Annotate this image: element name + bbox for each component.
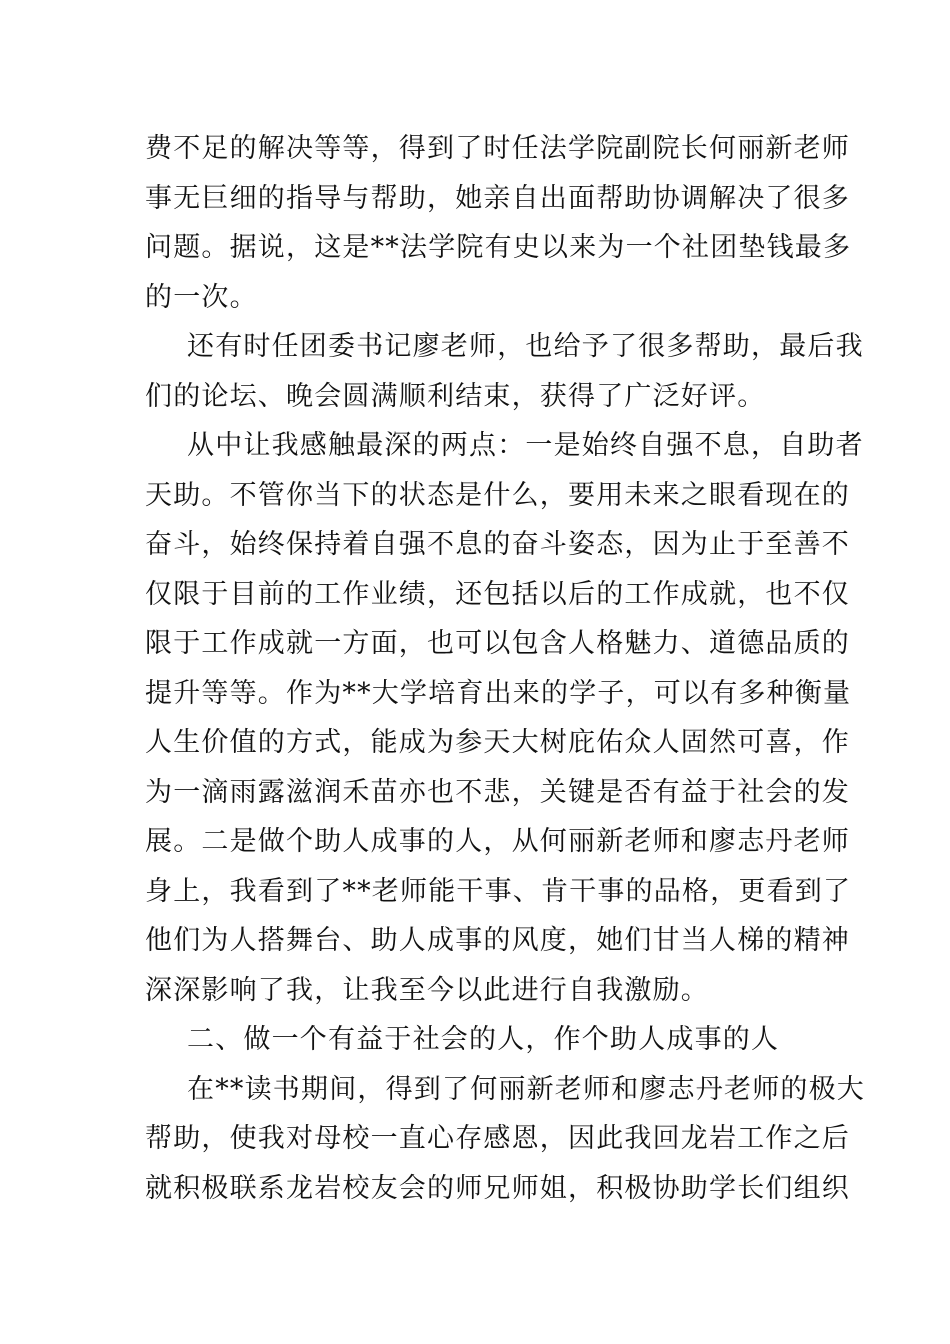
text-line: 深深影响了我，让我至今以此进行自我激励。 — [145, 974, 709, 1006]
text-line: 问题。据说，这是**法学院有史以来为一个社团垫钱最多 — [145, 232, 852, 263]
text-line: 费不足的解决等等，得到了时任法学院副院长何丽新老师 — [145, 133, 850, 164]
paragraph-first-line: 从中让我感触最深的两点：一是始终自强不息，自助者 — [187, 430, 864, 461]
text-line: 展。二是做个助人成事的人，从何丽新老师和廖志丹老师 — [145, 826, 850, 857]
body-text — [145, 124, 865, 1213]
text-line: 限于工作成就一方面，也可以包含人格魅力、道德品质的 — [145, 628, 850, 659]
text-line: 仅限于目前的工作业绩，还包括以后的工作成就，也不仅 — [145, 578, 850, 610]
text-line: 人生价值的方式，能成为参天大树庇佑众人固然可喜，作 — [145, 727, 850, 758]
text-line: 提升等等。作为**大学培育出来的学子，可以有多种衡量 — [145, 677, 852, 709]
paragraph-first-line: 还有时任团委书记廖老师，也给予了很多帮助，最后我 — [187, 331, 864, 362]
text-line: 奋斗，始终保持着自强不息的奋斗姿态，因为止于至善不 — [145, 529, 850, 560]
text-line: 为一滴雨露滋润禾苗亦也不悲，关键是否有益于社会的发 — [145, 776, 850, 808]
section-heading: 二、做一个有益于社会的人，作个助人成事的人 — [187, 1024, 780, 1055]
text-line: 的一次。 — [145, 281, 258, 313]
text-line: 身上，我看到了**老师能干事、肯干事的品格，更看到了 — [145, 875, 852, 907]
text-line: 天助。不管你当下的状态是什么，要用未来之眼看现在的 — [145, 479, 850, 511]
text-line: 就积极联系龙岩校友会的师兄师姐，积极协助学长们组织 — [145, 1172, 850, 1204]
text-line: 事无巨细的指导与帮助，她亲自出面帮助协调解决了很多 — [145, 182, 850, 214]
paragraph-first-line: 在**读书期间，得到了何丽新老师和廖志丹老师的极大 — [187, 1073, 865, 1105]
text-line: 帮助，使我对母校一直心存感恩，因此我回龙岩工作之后 — [145, 1123, 850, 1154]
text-line: 们的论坛、晚会圆满顺利结束，获得了广泛好评。 — [145, 380, 766, 412]
text-line: 他们为人搭舞台、助人成事的风度，她们甘当人梯的精神 — [145, 925, 850, 956]
